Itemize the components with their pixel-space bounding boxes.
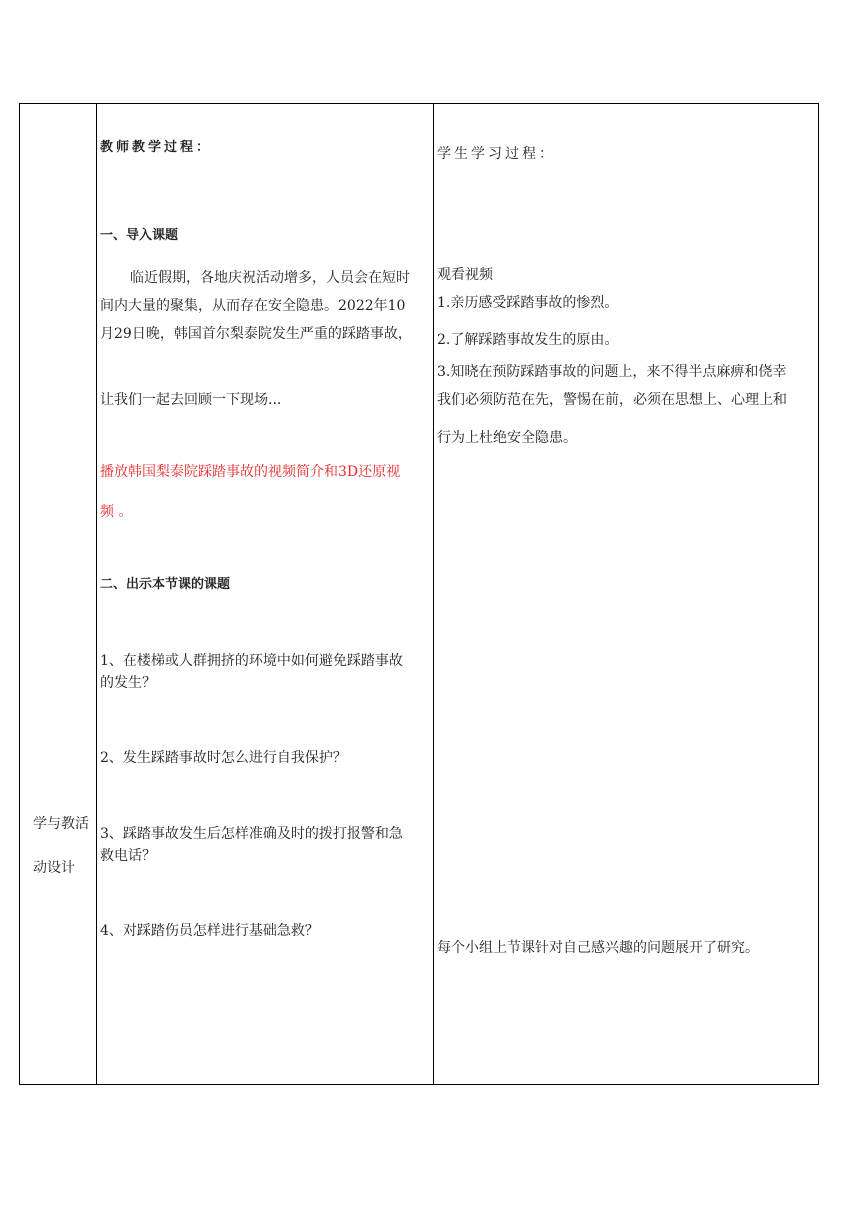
section-1-title: 一、导入课题 (100, 228, 179, 243)
section-2-title: 二、出示本节课的课题 (100, 577, 231, 592)
question-4: 4、对踩踏伤员怎样进行基础急救？ (100, 923, 319, 939)
row-label-cell (20, 104, 96, 1084)
intro-line-3: 月29日晚，韩国首尔梨泰院发生严重的踩踏事故， (100, 326, 412, 342)
question-2: 2、发生踩踏事故时怎么进行自我保护？ (100, 750, 347, 766)
intro-line-2: 间内大量的聚集，从而存在安全隐患。2022年10 (100, 298, 406, 314)
question-3-line-1: 3、踩踏事故发生后怎样准确及时的拨打报警和急 (100, 826, 403, 842)
row-label-line-2: 动设计 (33, 860, 75, 876)
video-line-2: 频 。 (100, 504, 133, 520)
question-3-line-2: 救电话？ (100, 848, 156, 864)
student-cell (434, 104, 818, 1084)
student-heading: 学生学习过程： (437, 146, 556, 162)
group-research-note: 每个小组上节课针对自己感兴趣的问题展开了研究。 (437, 940, 759, 956)
intro-line-4: 让我们一起去回顾一下现场... (100, 392, 282, 408)
row-label-line-1: 学与教活 (33, 816, 89, 832)
video-line-1: 播放韩国梨泰院踩踏事故的视频简介和3D还原视 (100, 464, 401, 480)
watch-video: 观看视频 (437, 267, 493, 283)
student-point-3-line-2: 我们必须防范在先，警惕在前，必须在思想上、心理上和 (437, 392, 787, 408)
lesson-table (19, 103, 819, 1085)
teacher-heading: 教师教学过程： (100, 140, 213, 155)
question-1-line-2: 的发生？ (100, 675, 156, 691)
question-1-line-1: 1、在楼梯或人群拥挤的环境中如何避免踩踏事故 (100, 653, 403, 669)
student-point-3-line-3: 行为上杜绝安全隐患。 (437, 430, 577, 446)
teacher-cell (97, 104, 433, 1084)
student-point-1: 1.亲历感受踩踏事故的惨烈。 (437, 295, 619, 311)
intro-line-1: 临近假期，各地庆祝活动增多，人员会在短时 (130, 270, 410, 286)
student-point-3-line-1: 3.知晓在预防踩踏事故的问题上，来不得半点麻痹和侥幸 (437, 364, 787, 380)
student-point-2: 2.了解踩踏事故发生的原由。 (437, 332, 619, 348)
